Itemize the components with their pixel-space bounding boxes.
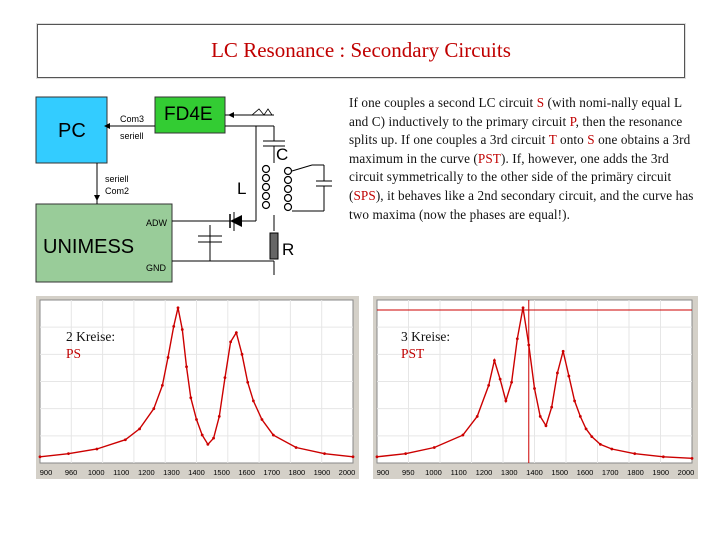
data-point xyxy=(124,438,127,441)
x-tick-label: 1700 xyxy=(263,468,281,477)
data-point xyxy=(96,448,99,451)
data-point xyxy=(252,400,255,403)
data-point xyxy=(138,427,141,430)
data-point xyxy=(691,457,694,460)
data-point xyxy=(633,452,636,455)
description-highlight: T xyxy=(548,132,557,148)
data-point xyxy=(610,448,613,451)
description-text xyxy=(349,94,694,224)
data-point xyxy=(295,446,298,449)
fd4e-label: FD4E xyxy=(164,104,213,125)
seriell-label: seriell xyxy=(120,131,144,141)
data-point xyxy=(562,350,565,353)
data-point xyxy=(590,435,593,438)
x-tick-label: 1400 xyxy=(526,468,543,477)
data-point xyxy=(493,359,496,362)
x-tick-label: 1100 xyxy=(450,468,467,477)
x-tick-label: 1000 xyxy=(87,468,105,477)
chart-right-svg xyxy=(373,296,698,479)
chart-left xyxy=(36,296,359,484)
description-segment: ). If, however, one adds the 3rd circuit symmetrically to the other side of the primäry circuit ( xyxy=(349,150,672,203)
data-point xyxy=(185,365,188,368)
x-tick-label: 1800 xyxy=(627,468,644,477)
data-point xyxy=(261,418,264,421)
chart-right-label xyxy=(401,328,450,362)
x-tick-label: 1300 xyxy=(500,468,518,477)
x-tick-label: 900 xyxy=(376,468,390,477)
chart-left-label-line2: PS xyxy=(66,346,82,361)
data-point xyxy=(167,356,170,359)
data-point xyxy=(224,376,227,379)
data-point xyxy=(246,381,249,384)
data-point xyxy=(567,375,570,378)
data-point xyxy=(67,452,70,455)
data-point xyxy=(352,455,355,458)
chart-right-label-line1: 3 Kreise: xyxy=(401,329,451,344)
chart-right-label-line2: PST xyxy=(401,346,425,361)
data-point xyxy=(550,406,553,409)
description-segment: ), it behaves like a 2nd secondary circuit, and the curve has two maxima (now the phases are equal!). xyxy=(349,187,694,222)
x-tick-label: 1700 xyxy=(601,468,619,477)
chart-left-label-line1: 2 Kreise: xyxy=(66,329,116,344)
data-point xyxy=(39,455,42,458)
seriell2-label: seriell xyxy=(105,174,129,184)
data-point xyxy=(476,415,479,418)
x-tick-label: 1200 xyxy=(475,468,493,477)
x-tick-label: 1600 xyxy=(238,468,256,477)
slide-title: LC Resonance : Secondary Circuits xyxy=(211,38,511,62)
data-point xyxy=(545,424,548,427)
data-point xyxy=(573,400,576,403)
data-point xyxy=(510,381,513,384)
data-point xyxy=(218,415,221,418)
c-label: C xyxy=(276,145,289,164)
data-point xyxy=(212,437,215,440)
data-point xyxy=(229,341,232,344)
x-tick-label: 1800 xyxy=(288,468,306,477)
data-point xyxy=(662,455,665,458)
data-point xyxy=(201,434,204,437)
x-tick-label: 1900 xyxy=(313,468,331,477)
data-point xyxy=(241,353,244,356)
x-tick-label: 2000 xyxy=(338,468,356,477)
title-box xyxy=(37,24,685,78)
x-tick-label: 1500 xyxy=(213,468,230,477)
x-tick-label: 1600 xyxy=(576,468,594,477)
data-point xyxy=(462,434,465,437)
data-point xyxy=(181,328,184,331)
description-segment: (with nomi-nally equal L and C) inductively to the primary circuit xyxy=(349,95,682,129)
description-segment: one obtains a 3rd maximum in the curve ( xyxy=(349,132,691,166)
description-highlight: PST xyxy=(477,150,501,166)
x-tick-label: 1000 xyxy=(425,468,442,477)
x-tick-label: 1100 xyxy=(113,468,130,477)
description-segment: onto xyxy=(556,132,588,148)
data-point xyxy=(487,384,490,387)
data-point xyxy=(189,396,192,399)
x-tick-label: 1400 xyxy=(188,468,205,477)
r-label: R xyxy=(282,240,295,259)
data-point xyxy=(585,427,588,430)
chart-left-label xyxy=(66,328,115,362)
data-point xyxy=(499,378,502,381)
description-segment: If one couples a second LC circuit xyxy=(349,95,537,110)
gnd-label: GND xyxy=(146,263,166,273)
data-point xyxy=(323,452,326,455)
data-point xyxy=(527,344,530,347)
description-highlight: S xyxy=(536,95,545,110)
l-label: L xyxy=(237,179,247,198)
data-point xyxy=(172,325,175,328)
x-tick-label: 1200 xyxy=(137,468,155,477)
description-highlight: S xyxy=(587,132,595,148)
data-point xyxy=(556,372,559,375)
chart-left-svg xyxy=(36,296,359,479)
data-point xyxy=(533,387,536,390)
description-highlight: SPS xyxy=(353,187,376,203)
data-point xyxy=(206,443,209,446)
com2-label: Com2 xyxy=(105,186,130,196)
data-point xyxy=(152,407,155,410)
x-tick-label: 960 xyxy=(64,468,78,477)
circuit-schematic xyxy=(34,93,334,288)
unimess-label: UNIMESS xyxy=(43,236,135,258)
description-segment: , then the resonance splits up. If one couples a 3rd circuit xyxy=(349,113,683,148)
data-point xyxy=(522,306,525,309)
data-point xyxy=(504,400,507,403)
adw-label: ADW xyxy=(146,218,167,228)
data-point xyxy=(433,446,436,449)
x-tick-label: 900 xyxy=(39,468,53,477)
data-point xyxy=(516,337,519,340)
data-point xyxy=(177,306,180,309)
x-tick-label: 950 xyxy=(401,468,415,477)
chart-right xyxy=(373,296,698,484)
data-point xyxy=(539,415,542,418)
data-point xyxy=(599,443,602,446)
data-point xyxy=(235,331,238,334)
com3-label: Com3 xyxy=(120,114,145,124)
description-highlight: P xyxy=(569,113,576,129)
x-tick-label: 2000 xyxy=(677,468,695,477)
pc-label: PC xyxy=(58,120,86,142)
data-point xyxy=(404,452,407,455)
data-point xyxy=(195,418,198,421)
data-point xyxy=(376,455,379,458)
data-point xyxy=(579,415,582,418)
x-tick-label: 1300 xyxy=(163,468,180,477)
x-tick-label: 1500 xyxy=(551,468,569,477)
data-point xyxy=(272,434,275,437)
x-tick-label: 1900 xyxy=(652,468,670,477)
data-point xyxy=(161,384,164,387)
